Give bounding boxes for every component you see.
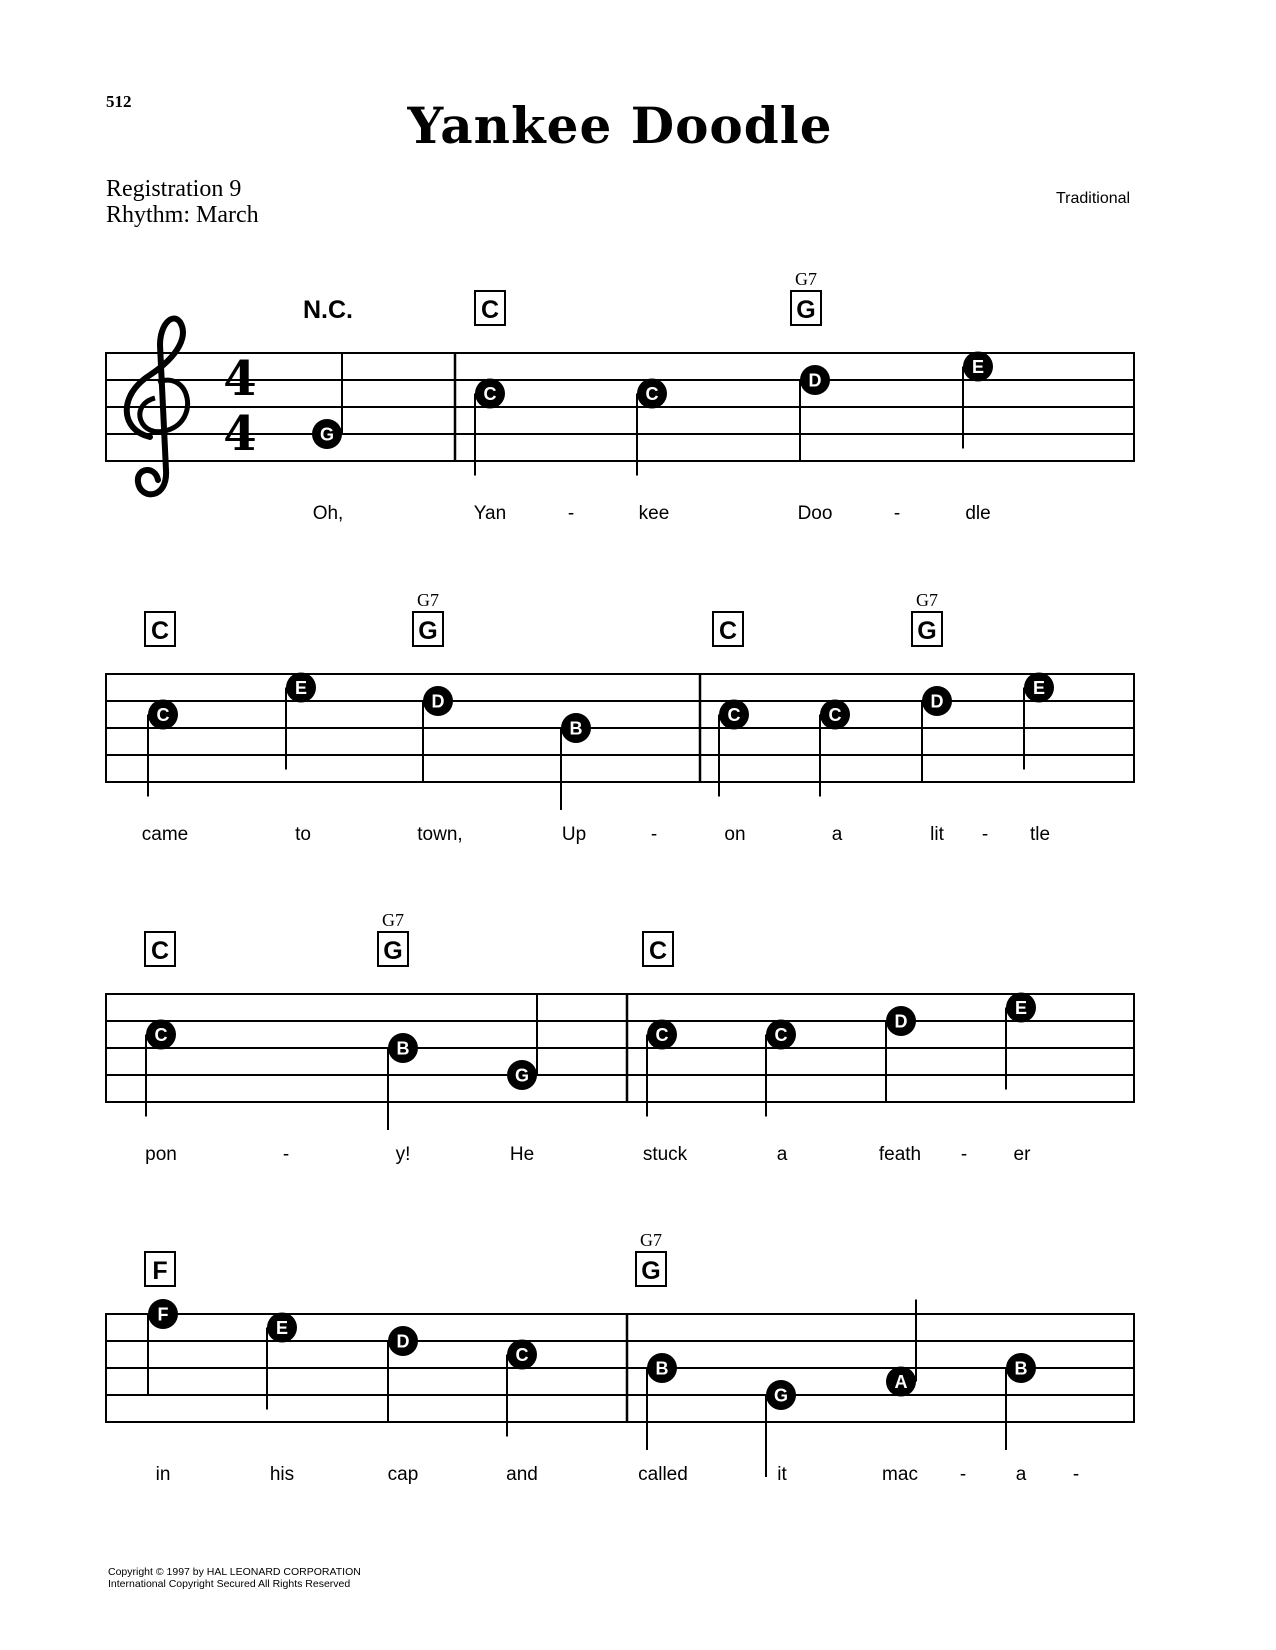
- song-title: Yankee Doodle: [407, 96, 833, 155]
- chord-symbol: C: [480, 296, 500, 324]
- lyric-syllable: in: [155, 1464, 171, 1485]
- note-letter: C: [156, 705, 170, 725]
- lyric-syllable: Doo: [797, 503, 833, 524]
- chord-symbol: G: [796, 296, 816, 324]
- time-signature-bottom: 4: [223, 406, 257, 462]
- lyric-syllable: Yan: [473, 503, 507, 524]
- note-letter: C: [655, 1025, 669, 1045]
- lyric-syllable: feath: [878, 1144, 922, 1165]
- lyric-syllable: Up: [561, 824, 587, 845]
- note-letter: G: [319, 424, 335, 445]
- note-letter: C: [645, 384, 659, 404]
- rhythm-label: Rhythm: March: [106, 202, 259, 228]
- chord-symbol: C: [150, 617, 170, 645]
- note-letter: A: [894, 1372, 908, 1392]
- chord-symbol: C: [150, 937, 170, 965]
- chord-symbol: C: [648, 937, 668, 965]
- staff-system-1: [106, 291, 1134, 476]
- lyric-syllable: dle: [965, 503, 991, 524]
- chord-symbol: G: [383, 937, 403, 965]
- lyric-hyphen: -: [650, 824, 658, 845]
- lyric-syllable: lit: [930, 824, 944, 845]
- note-letter: C: [154, 1025, 168, 1045]
- lyric-hyphen: -: [893, 503, 901, 524]
- composer-credit: Traditional: [1056, 190, 1131, 207]
- lyric-syllable: er: [1013, 1144, 1031, 1165]
- copyright-line: Copyright © 1997 by HAL LEONARD CORPORATION: [108, 1566, 361, 1578]
- lyric-syllable: mac: [882, 1464, 918, 1485]
- lyric-syllable: cap: [387, 1464, 419, 1485]
- note-letter: D: [808, 370, 822, 391]
- copyright-notice: [108, 1566, 361, 1590]
- lyric-syllable: to: [295, 824, 311, 845]
- lyric-syllable: tle: [1029, 824, 1051, 845]
- lyric-syllable: and: [506, 1464, 538, 1485]
- note-letter: D: [431, 691, 445, 712]
- lyric-hyphen: -: [981, 824, 989, 845]
- no-chord-label: N.C.: [303, 296, 353, 324]
- chord-symbol: G: [418, 617, 438, 645]
- lyric-hyphen: -: [959, 1464, 967, 1485]
- lyric-syllable: called: [638, 1464, 688, 1485]
- lyric-syllable: on: [724, 824, 746, 845]
- staff-system-4: [106, 1252, 1134, 1477]
- note-letter: E: [1032, 678, 1046, 698]
- chord-symbol: C: [718, 617, 738, 645]
- lyric-syllable: his: [269, 1464, 295, 1485]
- chord-name: G7: [640, 1230, 662, 1250]
- copyright-line: International Copyright Secured All Rights Reserved: [108, 1578, 351, 1590]
- lyric-hyphen: -: [282, 1144, 290, 1165]
- note-letter: D: [930, 691, 944, 712]
- staff-system-2: [106, 612, 1134, 810]
- note-letter: D: [894, 1011, 908, 1032]
- lyric-syllable: y!: [395, 1144, 411, 1165]
- note-letter: E: [1014, 998, 1028, 1018]
- chord-name: G7: [382, 910, 404, 930]
- lyric-syllable: kee: [638, 503, 670, 524]
- lyric-hyphen: -: [567, 503, 575, 524]
- staff-system-3: [106, 932, 1134, 1130]
- registration-label: Registration 9: [106, 176, 242, 202]
- chord-name: G7: [795, 269, 817, 289]
- lyric-syllable: it: [777, 1464, 787, 1485]
- lyric-hyphen: -: [960, 1144, 968, 1165]
- note-letter: B: [655, 1358, 669, 1379]
- note-letter: F: [157, 1304, 169, 1325]
- lyric-syllable: pon: [145, 1144, 177, 1165]
- lyric-syllable: came: [141, 824, 189, 845]
- note-letter: C: [828, 705, 842, 725]
- chord-symbol: G: [641, 1257, 661, 1285]
- time-signature-top: 4: [223, 351, 257, 407]
- note-letter: G: [773, 1385, 789, 1406]
- lyric-syllable: a: [831, 824, 843, 845]
- lyric-syllable: a: [1015, 1464, 1027, 1485]
- lyric-syllable: stuck: [642, 1144, 688, 1165]
- note-letter: D: [396, 1331, 410, 1352]
- note-letter: B: [396, 1038, 410, 1059]
- note-letter: C: [483, 384, 497, 404]
- chord-name: G7: [417, 590, 439, 610]
- chord-name: G7: [916, 590, 938, 610]
- note-letter: E: [294, 678, 308, 698]
- lyric-hyphen: -: [1072, 1464, 1080, 1485]
- note-letter: E: [971, 357, 985, 377]
- note-letter: B: [569, 718, 583, 739]
- chord-symbol: F: [152, 1257, 168, 1285]
- note-letter: B: [1014, 1358, 1028, 1379]
- lyric-syllable: town,: [417, 824, 463, 845]
- note-letter: C: [727, 705, 741, 725]
- chord-symbol: G: [917, 617, 937, 645]
- lyric-syllable: He: [509, 1144, 535, 1165]
- page-number: 512: [106, 92, 132, 111]
- note-letter: C: [515, 1345, 529, 1365]
- lyric-syllable: a: [776, 1144, 788, 1165]
- note-letter: C: [774, 1025, 788, 1045]
- note-letter: G: [514, 1065, 530, 1086]
- note-letter: E: [275, 1318, 289, 1338]
- lyric-syllable: Oh,: [312, 503, 344, 524]
